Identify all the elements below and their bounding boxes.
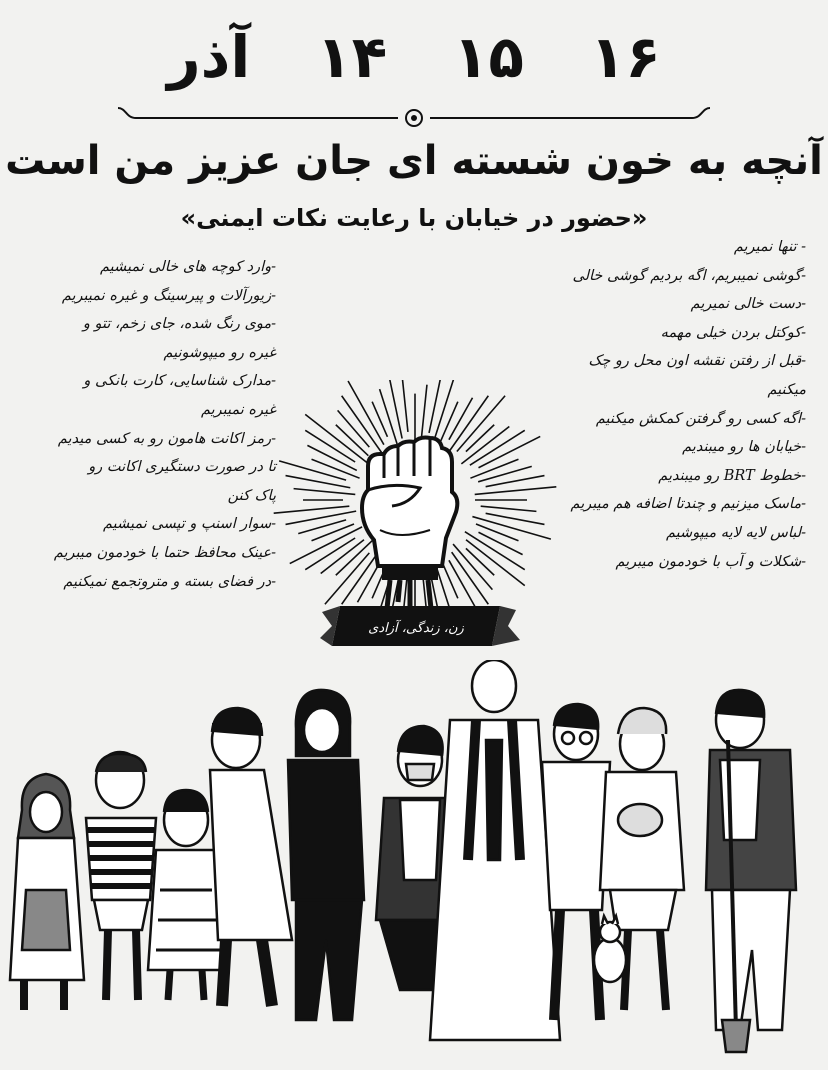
safety-list-right <box>536 238 806 581</box>
list-item: -خطوط BRT رو میبندیم <box>658 467 806 484</box>
list-item: -گوشی نمیبریم، اگه بردیم گوشی خالی <box>572 267 806 284</box>
list-item: -مدارک شناسایی، کارت بانکی و <box>83 373 276 390</box>
figure-girl-scarf <box>10 774 84 1010</box>
list-item: - تنها نمیریم <box>733 239 806 255</box>
fist-icon <box>362 438 457 627</box>
list-item: -اگه کسی رو گرفتن کمکش میکنیم <box>595 410 806 427</box>
date-16: ۱۶ <box>589 23 661 91</box>
list-item: پاک کنن <box>227 487 276 504</box>
headline: آنچه به خون شسته ای جان عزیز من است <box>5 138 823 184</box>
list-item: -خیابان ها رو میبندیم <box>682 439 806 456</box>
list-item: -لباس لایه لایه میپوشیم <box>666 524 806 541</box>
list-item: -دست خالی نمیریم <box>690 296 806 313</box>
list-item: میکنیم <box>767 381 806 398</box>
banner-ribbon <box>320 606 520 646</box>
list-item: غیره رو میپوشونیم <box>163 344 276 361</box>
figure-boy-striped <box>86 752 156 1000</box>
safety-list-left <box>16 258 276 601</box>
raised-fist-emblem <box>270 380 560 660</box>
list-item: -رمز اکانت هامون رو به کسی میدیم <box>57 430 276 447</box>
list-item: -ماسک میزنیم و چندتا اضافه هم میبریم <box>570 496 806 513</box>
figure-tall-man <box>430 660 560 1040</box>
list-item: -در فضای بسته و متروتجمع نمیکنیم <box>63 573 276 590</box>
list-item: -عینک محافظ حتما با خودمون میبریم <box>53 544 276 561</box>
figure-man-shovel <box>706 690 796 1052</box>
month-label: آذر <box>167 23 251 91</box>
protesters-illustration <box>0 660 828 1070</box>
list-item: -موی رنگ شده، جای زخم، تتو و <box>82 316 276 333</box>
list-item: غیره نمیبریم <box>200 401 276 418</box>
list-item: -شکلات و آب با خودمون میبریم <box>615 553 806 570</box>
list-item: -کوکتل بردن خیلی مهمه <box>660 324 806 341</box>
divider-ornament <box>118 104 710 132</box>
date-15: ۱۵ <box>453 23 524 91</box>
subheadline: «حضور در خیابان با رعایت نکات ایمنی» <box>180 204 648 232</box>
list-item: تا در صورت دستگیری اکانت رو <box>88 459 276 476</box>
list-item: -وارد کوچه های خالی نمیشیم <box>99 259 276 275</box>
list-item: -سوار اسنپ و تپسی نمیشیم <box>103 516 276 533</box>
list-item: -زیورآلات و پیرسینگ و غیره نمیبریم <box>61 287 276 304</box>
date-14: ۱۴ <box>316 23 388 91</box>
figure-woman-headband <box>210 708 292 1006</box>
list-item: -قبل از رفتن نقشه اون محل رو چک <box>588 353 806 370</box>
banner-text: زن، زندگی، آزادی <box>368 621 464 636</box>
figure-woman-microphone <box>288 690 364 1020</box>
date-header <box>0 22 828 92</box>
